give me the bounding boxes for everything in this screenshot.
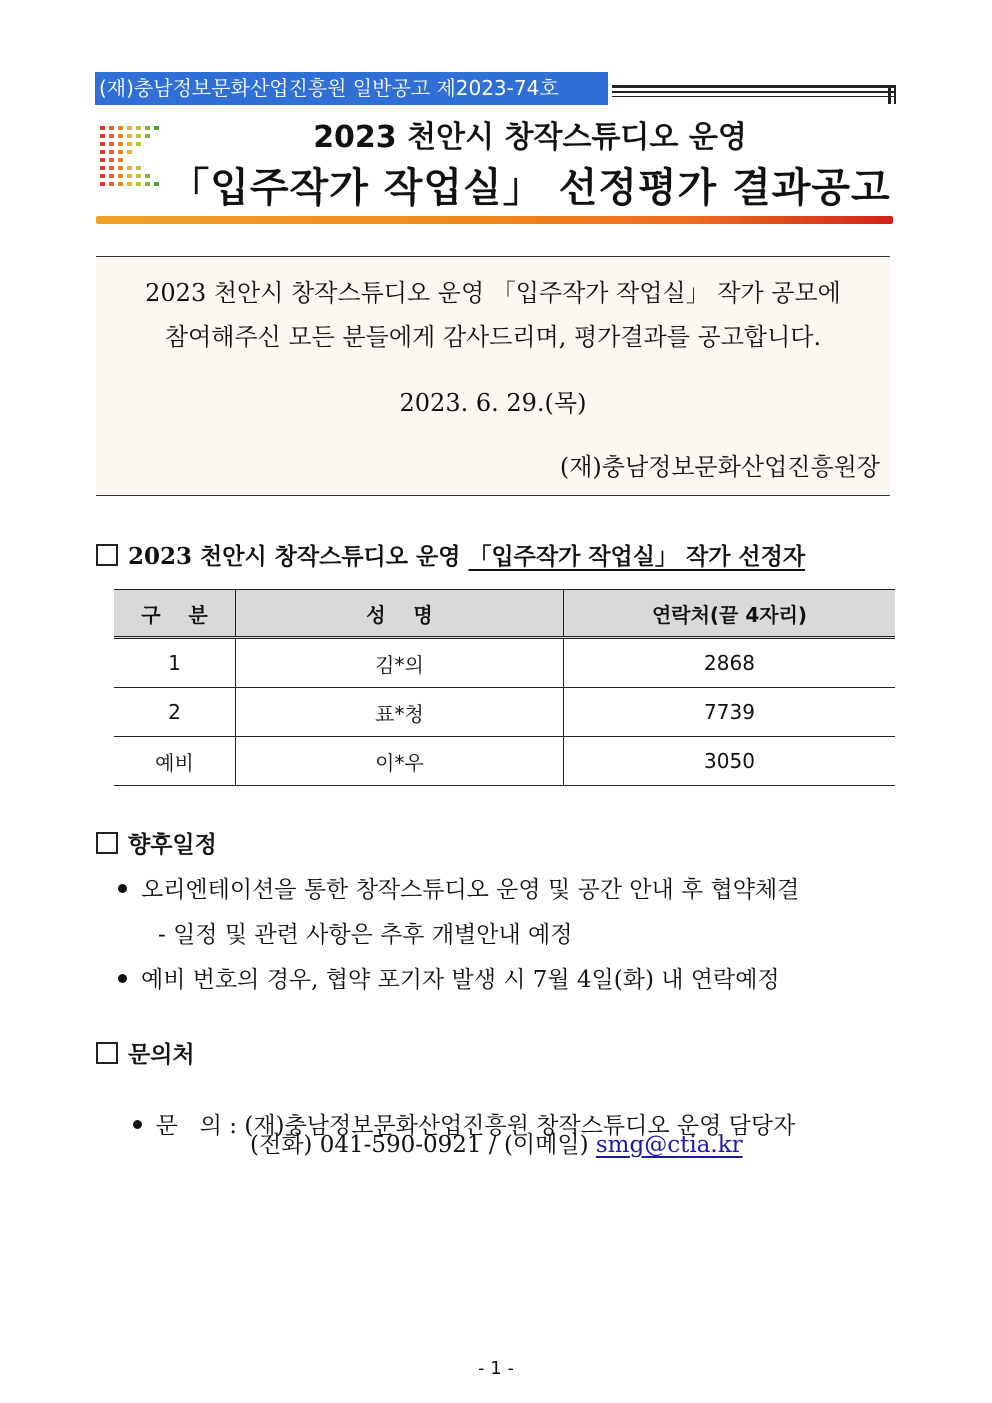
table-cell: 표*청 [236,688,564,737]
table-row [114,688,895,737]
contact-line-1-text: 문 의 : (재)충남정보문화산업진흥원 창작스튜디오 운영 담당자 [155,1113,796,1139]
selection-heading-prefix: 2023 천안시 창작스튜디오 운영 [128,543,461,570]
contact-email-link[interactable]: smg@ctia.kr [595,1132,743,1158]
table-cell: 1 [114,638,236,688]
table-cell: 이*우 [236,737,564,786]
header-rule [612,91,896,93]
table-cell: 예비 [114,737,236,786]
schedule-item-2 [118,961,780,994]
organization-logo-icon [100,126,168,194]
schedule-heading-text: 향후일정 [128,831,217,858]
selection-heading [96,538,805,571]
table-header-row [114,590,895,638]
header-rule-end [894,85,896,104]
intro-date: 2023. 6. 29.(목) [399,389,587,417]
bullet-icon [118,974,127,983]
contact-line-2 [250,1126,743,1159]
schedule-item-1 [118,871,799,904]
notice-id-badge: (재)충남정보문화산업진흥원 일반공고 제2023-74호 [95,72,608,105]
contact-heading-text: 문의처 [128,1041,195,1068]
title-line-2: 「입주작가 작업실」 선정평가 결과공고 [169,165,891,211]
checkbox-square-icon [96,832,118,854]
contact-heading [96,1036,195,1069]
table-cell: 김*의 [236,638,564,688]
column-header: 연락처(끝 4자리) [564,590,896,638]
table-cell: 7739 [564,688,896,737]
table-row [114,737,895,786]
selection-heading-underlined: 「입주작가 작업실」 작가 선정자 [468,543,806,570]
table-row [114,638,895,688]
intro-signer: (재)충남정보문화산업진흥원장 [559,453,880,481]
title-line-1: 2023 천안시 창작스튜디오 운영 [313,120,747,155]
intro-box [96,256,890,496]
header-rule [612,85,896,88]
schedule-heading [96,826,217,859]
selection-table [114,589,895,786]
schedule-item-2-text: 예비 번호의 경우, 협약 포기자 발생 시 7월 4일(화) 내 연락예정 [141,967,780,993]
intro-line-1: 2023 천안시 창작스튜디오 운영 「입주작가 작업실」 작가 공모에 [145,279,841,307]
intro-line-2: 참여해주신 모든 분들에게 감사드리며, 평가결과를 공고합니다. [164,323,822,351]
schedule-item-1-text: 오리엔테이션을 통한 창작스튜디오 운영 및 공간 안내 후 협약체결 [141,877,800,903]
page-number: - 1 - [478,1358,514,1379]
schedule-item-1-sub: - 일정 및 관련 사항은 추후 개별안내 예정 [158,922,573,948]
table-cell: 3050 [564,737,896,786]
checkbox-square-icon [96,1042,118,1064]
column-header: 구 분 [114,590,236,638]
title-underline-bar [96,216,893,224]
contact-phone: (전화) 041-590-0921 / (이메일) [250,1132,596,1158]
column-header: 성 명 [236,590,564,638]
bullet-icon [133,1120,142,1129]
bullet-icon [118,884,127,893]
checkbox-square-icon [96,544,118,566]
table-cell: 2 [114,688,236,737]
header-rule-end [888,85,891,104]
table-cell: 2868 [564,638,896,688]
header-rule [612,96,896,97]
